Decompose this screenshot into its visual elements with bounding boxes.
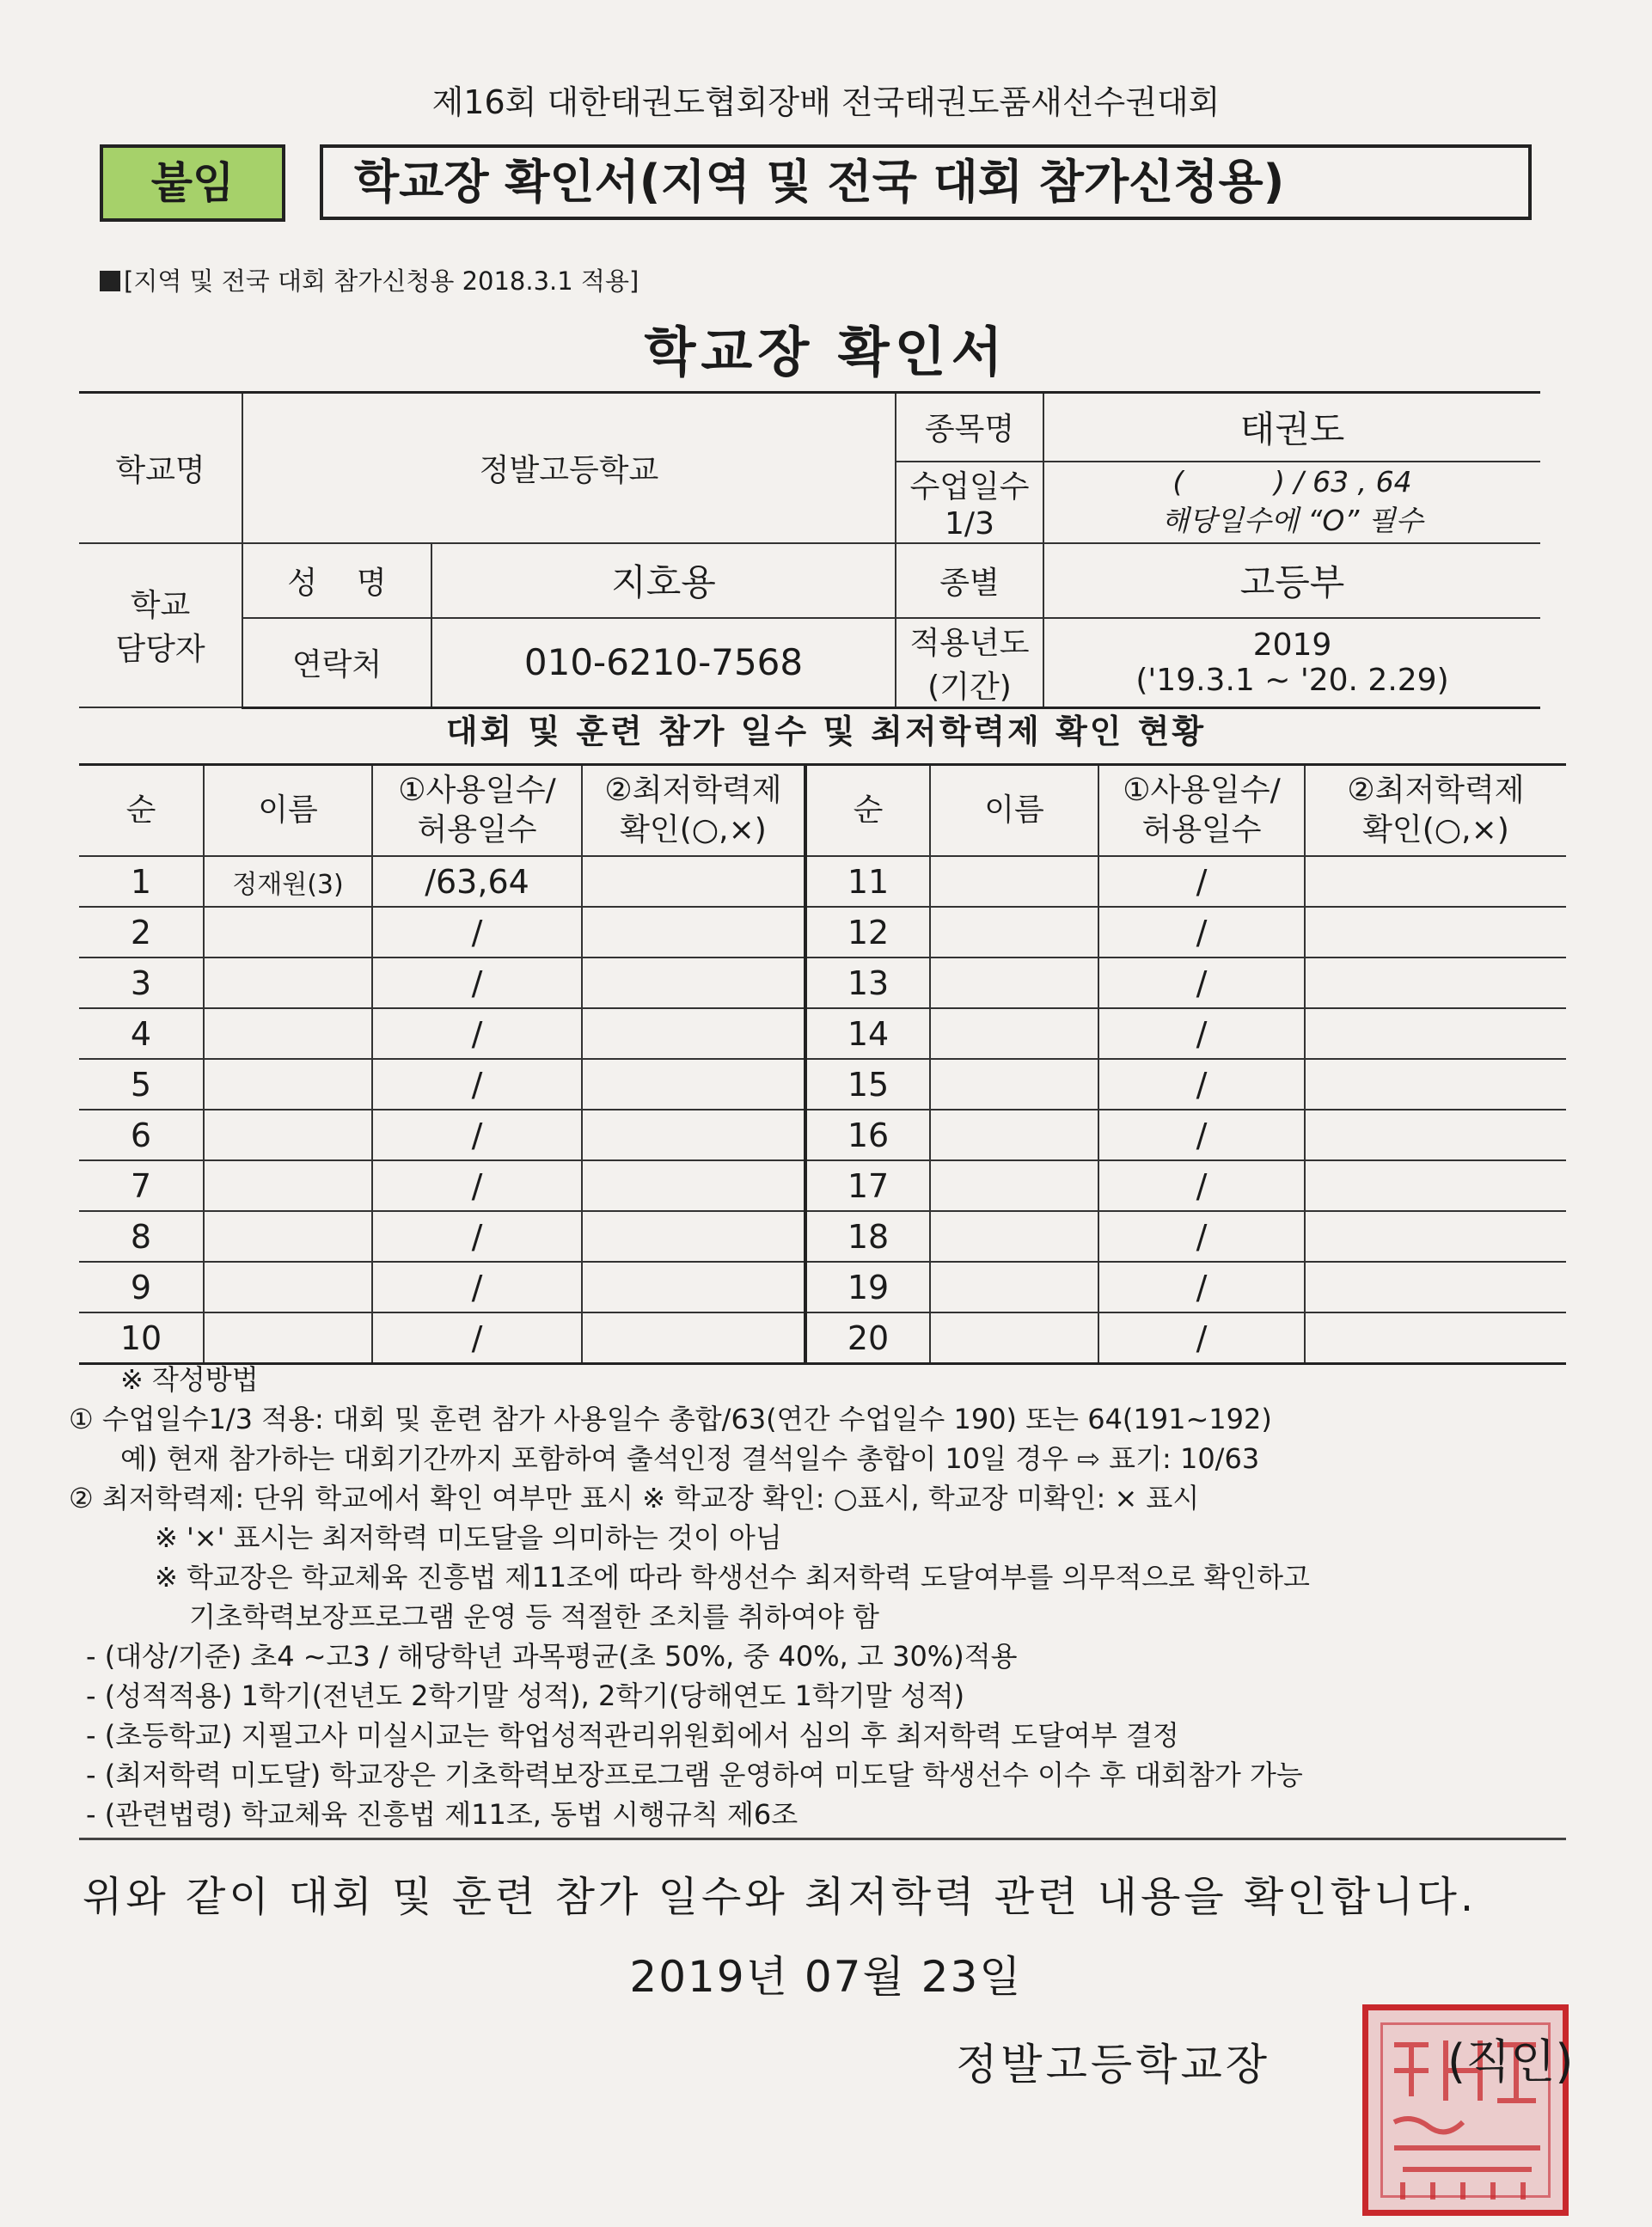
instruction-line: ※ '×' 표시는 최저학력 미도달을 의미하는 것이 아님 — [155, 1521, 782, 1554]
instructions-block — [69, 1360, 1599, 1834]
table-row — [79, 1262, 1566, 1312]
row-check — [582, 1312, 805, 1364]
row-days: / — [1098, 1110, 1305, 1160]
instruction-line: - (대상/기준) 초4 ~고3 / 해당학년 과목평균(초 50%, 중 40%, 고 30%)적용 — [86, 1640, 1018, 1673]
row-name — [204, 907, 372, 957]
row-check — [582, 856, 805, 907]
row-days: / — [1098, 856, 1305, 907]
row-check — [1305, 1110, 1566, 1160]
row-days: / — [372, 957, 582, 1008]
year-label — [896, 618, 1043, 708]
apply-note-text: [지역 및 전국 대회 참가신청용 2018.3.1 적용] — [124, 266, 639, 296]
row-days: / — [372, 1262, 582, 1312]
row-name — [204, 1160, 372, 1211]
header-check — [582, 765, 805, 857]
school-name: 정발고등학교 — [242, 393, 896, 543]
year-label-2: (기간) — [927, 669, 1012, 705]
staff-name: 지호용 — [431, 543, 896, 618]
row-check — [1305, 856, 1566, 907]
row-check — [582, 1262, 805, 1312]
staff-label-2: 담당자 — [115, 632, 205, 668]
row-name: 정재원(3) — [204, 856, 372, 907]
row-name — [204, 1008, 372, 1059]
row-days: / — [1098, 1312, 1305, 1364]
row-no: 7 — [79, 1160, 204, 1211]
row-days: / — [372, 1059, 582, 1110]
class-days-value-line — [1044, 465, 1540, 499]
row-check — [1305, 1008, 1566, 1059]
row-no: 8 — [79, 1211, 204, 1262]
class-days-note: 해당일수에 “O” 필수 — [1161, 504, 1423, 537]
row-days: / — [1098, 1008, 1305, 1059]
instruction-line: ② 최저학력제: 단위 학교에서 확인 여부만 표시 ※ 학교장 확인: ○표시, 학교장 미확인: × 표시 — [69, 1482, 1200, 1514]
row-no: 12 — [805, 907, 930, 957]
table-row — [79, 1110, 1566, 1160]
header-no: 순 — [79, 765, 204, 857]
table-row — [79, 1312, 1566, 1364]
row-no: 18 — [805, 1211, 930, 1262]
year-value: 2019 — [1252, 627, 1332, 663]
name-label: 성 명 — [242, 543, 431, 618]
row-no: 13 — [805, 957, 930, 1008]
row-check — [1305, 1312, 1566, 1364]
row-name — [204, 1262, 372, 1312]
row-check — [1305, 907, 1566, 957]
row-days: / — [1098, 1059, 1305, 1110]
row-days: / — [372, 1160, 582, 1211]
header-check — [1305, 765, 1566, 857]
instruction-line: - (초등학교) 지필고사 미실시교는 학업성적관리위원회에서 심의 후 최저학력 도달여부 결정 — [86, 1719, 1179, 1752]
class-days-paren: ( ) — [1172, 465, 1286, 499]
row-days: / — [372, 907, 582, 957]
class-days-label-2: 1/3 — [945, 506, 994, 541]
period-value: ('19.3.1 ~ '20. 2.29) — [1135, 662, 1449, 698]
row-name — [204, 1110, 372, 1160]
row-no: 11 — [805, 856, 930, 907]
table-row — [79, 1008, 1566, 1059]
confirmation-statement: 위와 같이 대회 및 훈련 참가 일수와 최저학력 관련 내용을 확인합니다. — [83, 1873, 1478, 1921]
contact-value: 010-6210-7568 — [431, 618, 896, 708]
row-no: 5 — [79, 1059, 204, 1110]
header-name: 이름 — [204, 765, 372, 857]
class-days-label-1: 수업일수 — [909, 469, 1030, 505]
row-name — [204, 1211, 372, 1262]
row-no: 20 — [805, 1312, 930, 1364]
instruction-line: - (최저학력 미도달) 학교장은 기초학력보장프로그램 운영하여 미도달 학생선수 이수 후 대회참가 가능 — [86, 1759, 1303, 1791]
row-name — [930, 856, 1098, 907]
header-days — [372, 765, 582, 857]
header-days-1: ①사용일수/ — [398, 773, 556, 808]
row-name — [930, 1160, 1098, 1211]
sport-label: 종목명 — [896, 393, 1043, 462]
row-days: /63,64 — [372, 856, 582, 907]
staff-label-1: 학교 — [130, 588, 191, 624]
class-days-cell — [1043, 462, 1540, 543]
row-check — [1305, 1059, 1566, 1110]
row-days: / — [372, 1312, 582, 1364]
header-days-2: 허용일수 — [1141, 812, 1262, 847]
row-name — [930, 1059, 1098, 1110]
divider — [79, 1838, 1566, 1840]
school-info-table — [79, 391, 1540, 709]
table-row — [79, 907, 1566, 957]
row-name — [930, 1312, 1098, 1364]
header-check-1: ②최저학력제 — [604, 773, 782, 808]
row-days: / — [1098, 1160, 1305, 1211]
row-name — [930, 1110, 1098, 1160]
row-days: / — [1098, 907, 1305, 957]
header-no: 순 — [805, 765, 930, 857]
table-row — [79, 1160, 1566, 1211]
row-check — [582, 1110, 805, 1160]
row-days: / — [1098, 1211, 1305, 1262]
row-check — [582, 1059, 805, 1110]
row-check — [582, 907, 805, 957]
row-no: 10 — [79, 1312, 204, 1364]
sport-value: 태권도 — [1043, 393, 1540, 462]
school-label: 학교명 — [79, 393, 242, 543]
table-row — [79, 1211, 1566, 1262]
row-name — [930, 1008, 1098, 1059]
contact-label: 연락처 — [242, 618, 431, 708]
row-no: 17 — [805, 1160, 930, 1211]
row-no: 4 — [79, 1008, 204, 1059]
row-days: / — [372, 1110, 582, 1160]
staff-label — [79, 543, 242, 708]
row-no: 15 — [805, 1059, 930, 1110]
square-bullet-icon — [100, 271, 120, 291]
document-title: 학교장 확인서 — [644, 321, 1008, 383]
year-cell — [1043, 618, 1540, 708]
row-check — [582, 1160, 805, 1211]
year-label-1: 적용년도 — [909, 625, 1030, 661]
instruction-line: 예) 현재 참가하는 대회기간까지 포함하여 출석인정 결석일수 총합이 10일 경우 ⇨ 표기: 10/63 — [120, 1442, 1260, 1475]
row-check — [582, 1211, 805, 1262]
row-no: 14 — [805, 1008, 930, 1059]
row-check — [1305, 1211, 1566, 1262]
row-name — [204, 957, 372, 1008]
instruction-line: - (관련법령) 학교체육 진흥법 제11조, 동법 시행규칙 제6조 — [86, 1798, 798, 1831]
class-days-label — [896, 462, 1043, 543]
row-no: 6 — [79, 1110, 204, 1160]
row-days: / — [372, 1008, 582, 1059]
header-check-2: 확인(○,×) — [1362, 812, 1509, 847]
row-name — [204, 1312, 372, 1364]
table-row — [79, 856, 1566, 907]
row-no: 1 — [79, 856, 204, 907]
header-days — [1098, 765, 1305, 857]
row-name — [930, 957, 1098, 1008]
participation-table — [79, 763, 1566, 1365]
row-name — [930, 907, 1098, 957]
table-row — [79, 957, 1566, 1008]
table-row — [79, 1059, 1566, 1110]
row-name — [204, 1059, 372, 1110]
division-value: 고등부 — [1043, 543, 1540, 618]
header-check-1: ②최저학력제 — [1347, 773, 1525, 808]
row-days: / — [372, 1211, 582, 1262]
row-name — [930, 1211, 1098, 1262]
header-days-1: ①사용일수/ — [1123, 773, 1281, 808]
class-days-value: / 63 , 64 — [1294, 465, 1412, 499]
row-no: 16 — [805, 1110, 930, 1160]
seal-label: (직인) — [1447, 2034, 1574, 2089]
header-days-2: 허용일수 — [417, 812, 537, 847]
main-title: 학교장 확인서(지역 및 전국 대회 참가신청용) — [320, 144, 1532, 220]
apply-note — [100, 262, 639, 297]
row-days: / — [1098, 957, 1305, 1008]
row-no: 9 — [79, 1262, 204, 1312]
row-check — [1305, 1262, 1566, 1312]
row-check — [1305, 957, 1566, 1008]
instruction-line: - (성적적용) 1학기(전년도 2학기말 성적), 2학기(당해연도 1학기말 성적) — [86, 1679, 965, 1712]
principal-name: 정발고등학교장 — [956, 2040, 1271, 2089]
row-check — [582, 957, 805, 1008]
participation-section-title: 대회 및 훈련 참가 일수 및 최저학력제 확인 현황 — [445, 713, 1207, 750]
instruction-line: ※ 학교장은 학교체육 진흥법 제11조에 따라 학생선수 최저학력 도달여부를 의무적으로 확인하고 — [155, 1561, 1310, 1594]
row-no: 2 — [79, 907, 204, 957]
issue-date: 2019년 07월 23일 — [629, 1952, 1023, 2002]
instruction-line: 기초학력보장프로그램 운영 등 적절한 조치를 취하여야 함 — [189, 1600, 879, 1633]
instruction-line: ① 수업일수1/3 적용: 대회 및 훈련 참가 사용일수 총합/63(연간 수업일수 190) 또는 64(191~192) — [69, 1403, 1272, 1435]
row-check — [1305, 1160, 1566, 1211]
row-check — [582, 1008, 805, 1059]
competition-title: 제16회 대한태권도협회장배 전국태권도품새선수권대회 — [431, 83, 1221, 121]
row-no: 19 — [805, 1262, 930, 1312]
attachment-badge: 붙임 — [100, 144, 285, 222]
row-name — [930, 1262, 1098, 1312]
header-name: 이름 — [930, 765, 1098, 857]
header-check-2: 확인(○,×) — [620, 812, 767, 847]
division-label: 종별 — [896, 543, 1043, 618]
row-no: 3 — [79, 957, 204, 1008]
row-days: / — [1098, 1262, 1305, 1312]
instruction-line: ※ 작성방법 — [120, 1363, 259, 1396]
